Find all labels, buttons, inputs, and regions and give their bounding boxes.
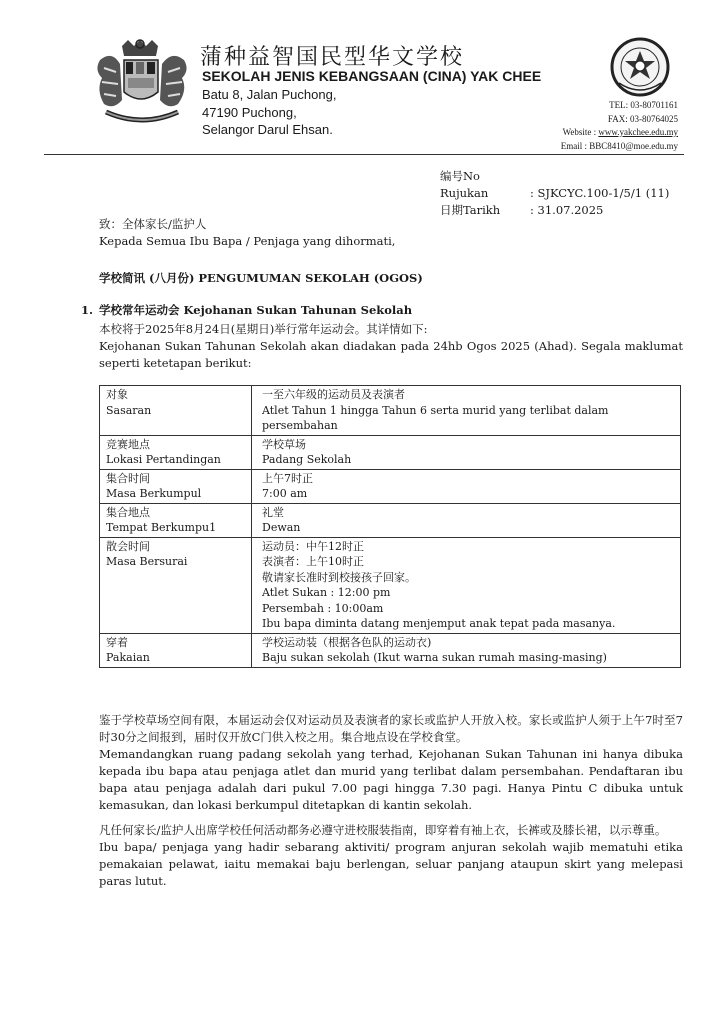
row-value (252, 537, 681, 633)
section-intro (99, 321, 683, 372)
website-label: Website : (562, 127, 599, 137)
row-value (252, 469, 681, 503)
value-line: Atlet Tahun 1 hingga Tahun 6 serta murid yang terlibat dalam persembahan (262, 403, 609, 432)
value-line: Padang Sekolah (262, 453, 352, 466)
section-title-malay: Kejohanan Sukan Tahunan Sekolah (183, 303, 413, 317)
value-line: 礼堂 (262, 505, 284, 519)
row-value (252, 386, 681, 436)
value-line: Baju sukan sekolah (Ikut warna sukan rumah masing-masing) (262, 651, 607, 664)
label-malay: Masa Bersurai (106, 555, 188, 568)
school-logo (603, 37, 677, 97)
label-chinese: 竞赛地点 (106, 437, 150, 451)
website-link[interactable]: www.yakchee.edu.my (598, 127, 678, 137)
row-label (100, 386, 252, 436)
notice-title-chinese: 学校简讯 (八月份) (99, 271, 199, 285)
paragraph-chinese: 凡任何家长/监护人出席学校任何活动都务必遵守进校服装指南，即穿着有袖上衣，长裤或及膝长裙，以示尊重。 (99, 823, 667, 837)
table-row (100, 435, 681, 469)
address-line: Batu 8, Jalan Puchong, (202, 87, 337, 102)
reference-number-row (440, 168, 669, 202)
value-line: 表演者：上午10时正 (262, 555, 364, 568)
value-line: 7:00 am (262, 487, 308, 500)
label-malay: Masa Berkumpul (106, 487, 202, 500)
label-chinese: 集合时间 (106, 471, 150, 485)
value-line: 上午7时正 (262, 471, 313, 485)
address-line: Selangor Darul Ehsan. (202, 122, 333, 137)
reference-label: 编号No Rujukan (440, 169, 489, 200)
salutation-malay: Kepada Semua Ibu Bapa / Penjaga yang dihormati, (99, 234, 396, 248)
value-line: Dewan (262, 521, 301, 534)
salutation (99, 216, 395, 250)
telephone: TEL: 03-80701161 (609, 100, 678, 110)
table-row (100, 469, 681, 503)
table-row (100, 503, 681, 537)
row-value (252, 503, 681, 537)
value-line: 敬请家长准时到校接孩子回家。 (262, 570, 416, 584)
salutation-chinese: 致：全体家长/监护人 (99, 217, 207, 231)
row-label (100, 537, 252, 633)
row-value (252, 633, 681, 667)
label-malay: Sasaran (106, 403, 152, 417)
reference-value: : SJKCYC.100-1/5/1 (11) (530, 186, 670, 200)
table-row (100, 386, 681, 436)
notice-title (99, 270, 423, 287)
value-line: Atlet Sukan : 12:00 pm (262, 586, 391, 599)
paragraph-malay: Ibu bapa/ penjaga yang hadir sebarang aktiviti/ program anjuran sekolah wajib mematuhi etika pemakaian pelawat, iaitu memakai baju berlengan, seluar panjang ataupun skirt yang melepasi paras lutut. (99, 840, 683, 888)
value-line: 学校草场 (262, 437, 306, 451)
email: Email : BBC8410@moe.edu.my (560, 140, 678, 151)
label-malay: Pakaian (106, 651, 150, 664)
row-label (100, 435, 252, 469)
label-chinese: 集合地点 (106, 505, 150, 519)
intro-malay: Kejohanan Sukan Tahunan Sekolah akan diadakan pada 24hb Ogos 2025 (Ahad). Segala maklumat seperti ketetapan berikut: (99, 339, 683, 370)
value-line: 运动员：中午12时正 (262, 539, 364, 553)
school-name-malay: SEKOLAH JENIS KEBANGSAAN (CINA) YAK CHEE (202, 68, 542, 84)
section-number: 1. (81, 303, 94, 317)
venue-notice-paragraph (99, 712, 683, 814)
value-line: Persembah : 10:00am (262, 601, 384, 615)
table-row (100, 633, 681, 667)
row-label (100, 633, 252, 667)
paragraph-chinese: 鉴于学校草场空间有限，本届运动会仅对运动员及表演者的家长或监护人开放入校。家长或监护人须于上午7时至7时30分之间报到，届时仅开放C门供入校之用。集合地点设在学校食堂。 (99, 713, 683, 744)
malaysia-crest-logo (92, 38, 192, 130)
dress-code-paragraph (99, 822, 683, 890)
date-label: 日期Tarikh (440, 203, 501, 217)
address-line: 47190 Puchong, (202, 104, 297, 120)
label-malay: Tempat Berkumpu1 (106, 521, 217, 534)
school-name-chinese: 蒲种益智国民型华文学校 (200, 45, 465, 70)
label-chinese: 穿着 (106, 635, 128, 649)
row-label (100, 469, 252, 503)
date-value: : 31.07.2025 (530, 203, 604, 217)
label-chinese: 散会时间 (106, 539, 150, 553)
event-details-table (99, 385, 681, 668)
value-line: 一至六年级的运动员及表演者 (262, 388, 405, 401)
label-chinese: 对象 (106, 388, 128, 401)
notice-title-malay: PENGUMUMAN SEKOLAH (OGOS) (198, 271, 423, 285)
header-divider (44, 154, 684, 155)
intro-chinese: 本校将于2025年8月24日(星期日)举行常年运动会。其详情如下: (99, 322, 428, 336)
section-title (99, 302, 412, 319)
row-label (100, 503, 252, 537)
label-malay: Lokasi Pertandingan (106, 453, 221, 466)
section-title-chinese: 学校常年运动会 (99, 303, 184, 317)
table-row (100, 537, 681, 633)
school-address (202, 86, 336, 139)
date-row (440, 202, 669, 219)
row-value (252, 435, 681, 469)
website-line (561, 126, 678, 140)
reference-block (440, 168, 669, 219)
value-line: Ibu bapa diminta datang menjemput anak tepat pada masanya. (262, 617, 616, 630)
fax: FAX: 03-80764025 (607, 113, 678, 124)
paragraph-malay: Memandangkan ruang padang sekolah yang terhad, Kejohanan Sukan Tahunan ini hanya dibuka kepada ibu bapa atau penjaga atlet dan murid yang terlibat dalam persembahan. Pendaftaran ibu bapa atau penjaga adalah dari pukul 7.00 pagi hingga 7.30 pagi. Hanya Pintu C dibuka untuk kemasukan, dan lokasi berkumpul ditetapkan di kantin sekolah. (99, 747, 683, 812)
value-line: 学校运动装（根据各色队的运动衣) (262, 635, 432, 649)
contact-info (561, 99, 678, 153)
